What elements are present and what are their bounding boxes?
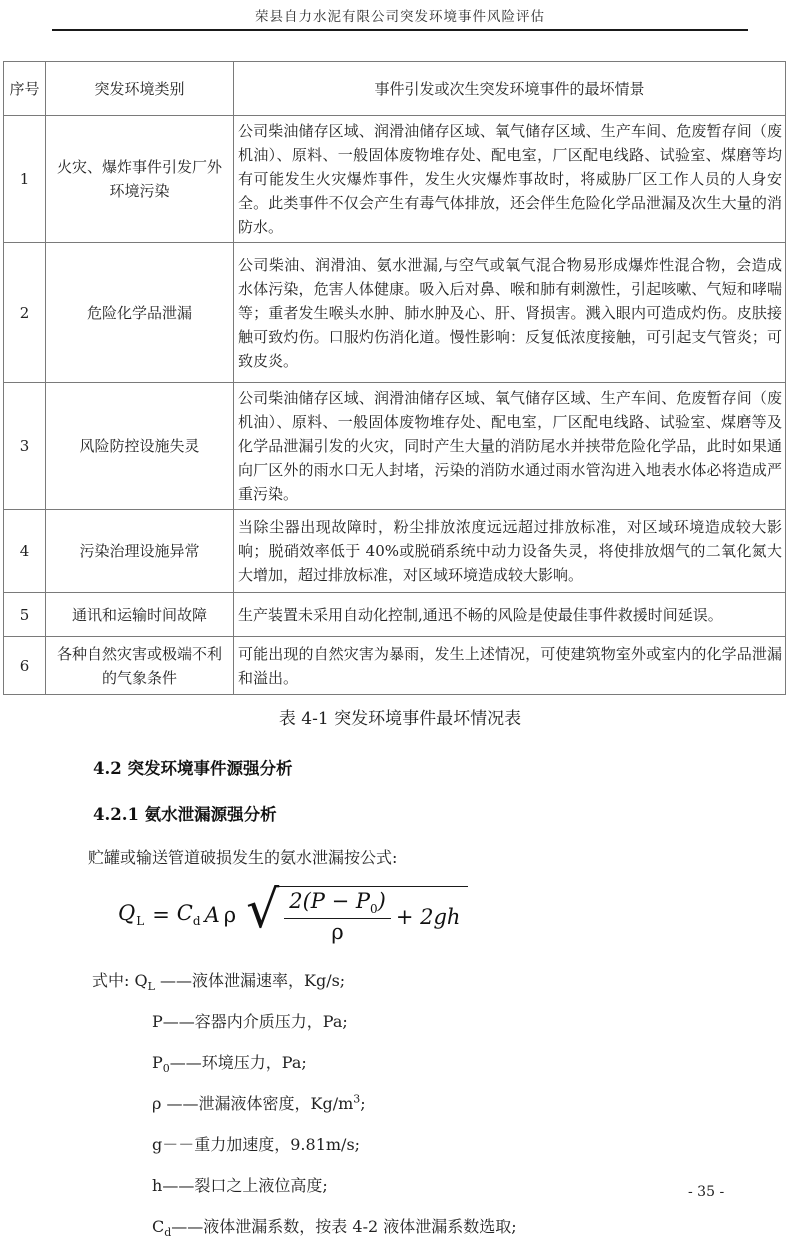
table-row: [4, 637, 786, 695]
formula-lhs: $Q_L$: [118, 901, 146, 929]
row-category: 危险化学品泄漏: [46, 243, 234, 383]
definition-line: g－－重力加速度，9.81m/s;: [152, 1134, 361, 1154]
row-category: 污染治理设施异常: [46, 510, 234, 593]
row-scenario: 可能出现的自然灾害为暴雨，发生上述情况，可使建筑物室外或室内的化学品泄漏和溢出。: [234, 637, 786, 695]
fraction: [284, 890, 391, 944]
definition-line: h——裂口之上液位高度;: [152, 1175, 328, 1195]
row-number: 5: [4, 593, 46, 637]
section-heading-4-2-1: 4.2.1 氨水泄漏源强分析: [93, 805, 277, 824]
column-header-no: 序号: [4, 62, 46, 116]
intro-paragraph: 贮罐或输送管道破损发生的氨水泄漏按公式:: [88, 848, 398, 867]
equals-sign: =: [152, 903, 170, 927]
row-category: 各种自然灾害或极端不利的气象条件: [46, 637, 234, 695]
definition-line: 式中: $Q_L$ ——液体泄漏速率，Kg/s;: [92, 970, 346, 994]
fraction-denominator: ρ: [331, 920, 344, 945]
row-number: 6: [4, 637, 46, 695]
table-caption: 表 4-1 突发环境事件最坏情况表: [278, 709, 522, 729]
table-row: [4, 383, 786, 510]
radical-sign-icon: √: [246, 879, 280, 940]
symbol-definitions: [0, 960, 800, 1247]
row-scenario: 生产装置未采用自动化控制,通迅不畅的风险是使最佳事件救援时间延误。: [234, 593, 786, 637]
column-header-category: 突发环境类别: [46, 62, 234, 116]
row-scenario: 公司柴油储存区域、润滑油储存区域、氧气储存区域、生产车间、危废暂存间（废机油）、原料、一般固体废物堆存处、配电室，厂区配电线路、试验室、煤磨等及化学品泄漏引发的火灾，同时产生大量的消防尾水并挟带危险化学品，此时如果通向厂区外的雨水口无人封堵，污染的消防水通过雨水管沟进入地表水体必将造成严重污染。: [234, 383, 786, 510]
row-scenario: 公司柴油、润滑油、氨水泄漏,与空气或氧气混合物易形成爆炸性混合物，会造成水体污染，危害人体健康。吸入后对鼻、喉和肺有刺激性，引起咳嗽、气短和哮喘等；重者发生喉头水肿、肺水肿及心、肝、肾损害。溅入眼内可造成灼伤。皮肤接触可致灼伤。口服灼伤消化道。慢性影响：反复低浓度接触，可引起支气管炎；可致皮炎。: [234, 243, 786, 383]
header-rule: [52, 29, 748, 31]
definition-line: ρ ——泄漏液体密度，$Kg/m^3$;: [152, 1092, 366, 1113]
row-category: 火灾、爆炸事件引发厂外环境污染: [46, 116, 234, 243]
plus-term: + 2gh: [395, 905, 461, 929]
table-row: [4, 510, 786, 593]
row-number: 1: [4, 116, 46, 243]
discharge-coefficient: $C_d$: [176, 901, 201, 929]
row-category: 风险防控设施失灵: [46, 383, 234, 510]
row-scenario: 当除尘器出现故障时，粉尘排放浓度远远超过排放标准，对区域环境造成较大影响；脱硝效率低于 40%或脱硝系统中动力设备失灵，将使排放烟气的二氧化氮大大增加，超过排放标准，对区域环境造成较大影响。: [234, 510, 786, 593]
rho-symbol: ρ: [223, 903, 237, 927]
row-number: 2: [4, 243, 46, 383]
definition-line: $C_d——$液体泄漏系数，按表 4-2 液体泄漏系数选取;: [152, 1216, 517, 1240]
page-number: - 35 -: [688, 1184, 725, 1200]
table-row: [4, 243, 786, 383]
row-number: 4: [4, 510, 46, 593]
row-category: 通讯和运输时间故障: [46, 593, 234, 637]
area-symbol: A: [204, 903, 220, 927]
fraction-numerator: $2(P - P_0)$: [284, 890, 391, 919]
column-header-scenario: 事件引发或次生突发环境事件的最坏情景: [234, 62, 786, 116]
table-row: [4, 593, 786, 637]
table-header-row: [4, 62, 786, 116]
definition-line: P——容器内介质压力，Pa;: [152, 1011, 348, 1031]
row-number: 3: [4, 383, 46, 510]
section-heading-4-2: 4.2 突发环境事件源强分析: [93, 759, 293, 778]
worst-case-table: [3, 61, 786, 695]
table-row: [4, 116, 786, 243]
leak-rate-formula: [118, 879, 800, 946]
page-header: [0, 0, 800, 31]
document-header-title: 荣县自力水泥有限公司突发环境事件风险评估: [255, 9, 545, 25]
row-scenario: 公司柴油储存区域、润滑油储存区域、氧气储存区域、生产车间、危废暂存间（废机油）、原料、一般固体废物堆存处、配电室，厂区配电线路、试验室、煤磨等均有可能发生火灾爆炸事件，发生火灾爆炸事故时，将威胁厂区工作人员的人身安全。此类事件不仅会产生有毒气体排放，还会伴生危险化学品泄漏及次生大量的消防水。: [234, 116, 786, 243]
definition-line: $P_0——$环境压力，Pa;: [152, 1052, 307, 1076]
square-root: [246, 879, 468, 945]
